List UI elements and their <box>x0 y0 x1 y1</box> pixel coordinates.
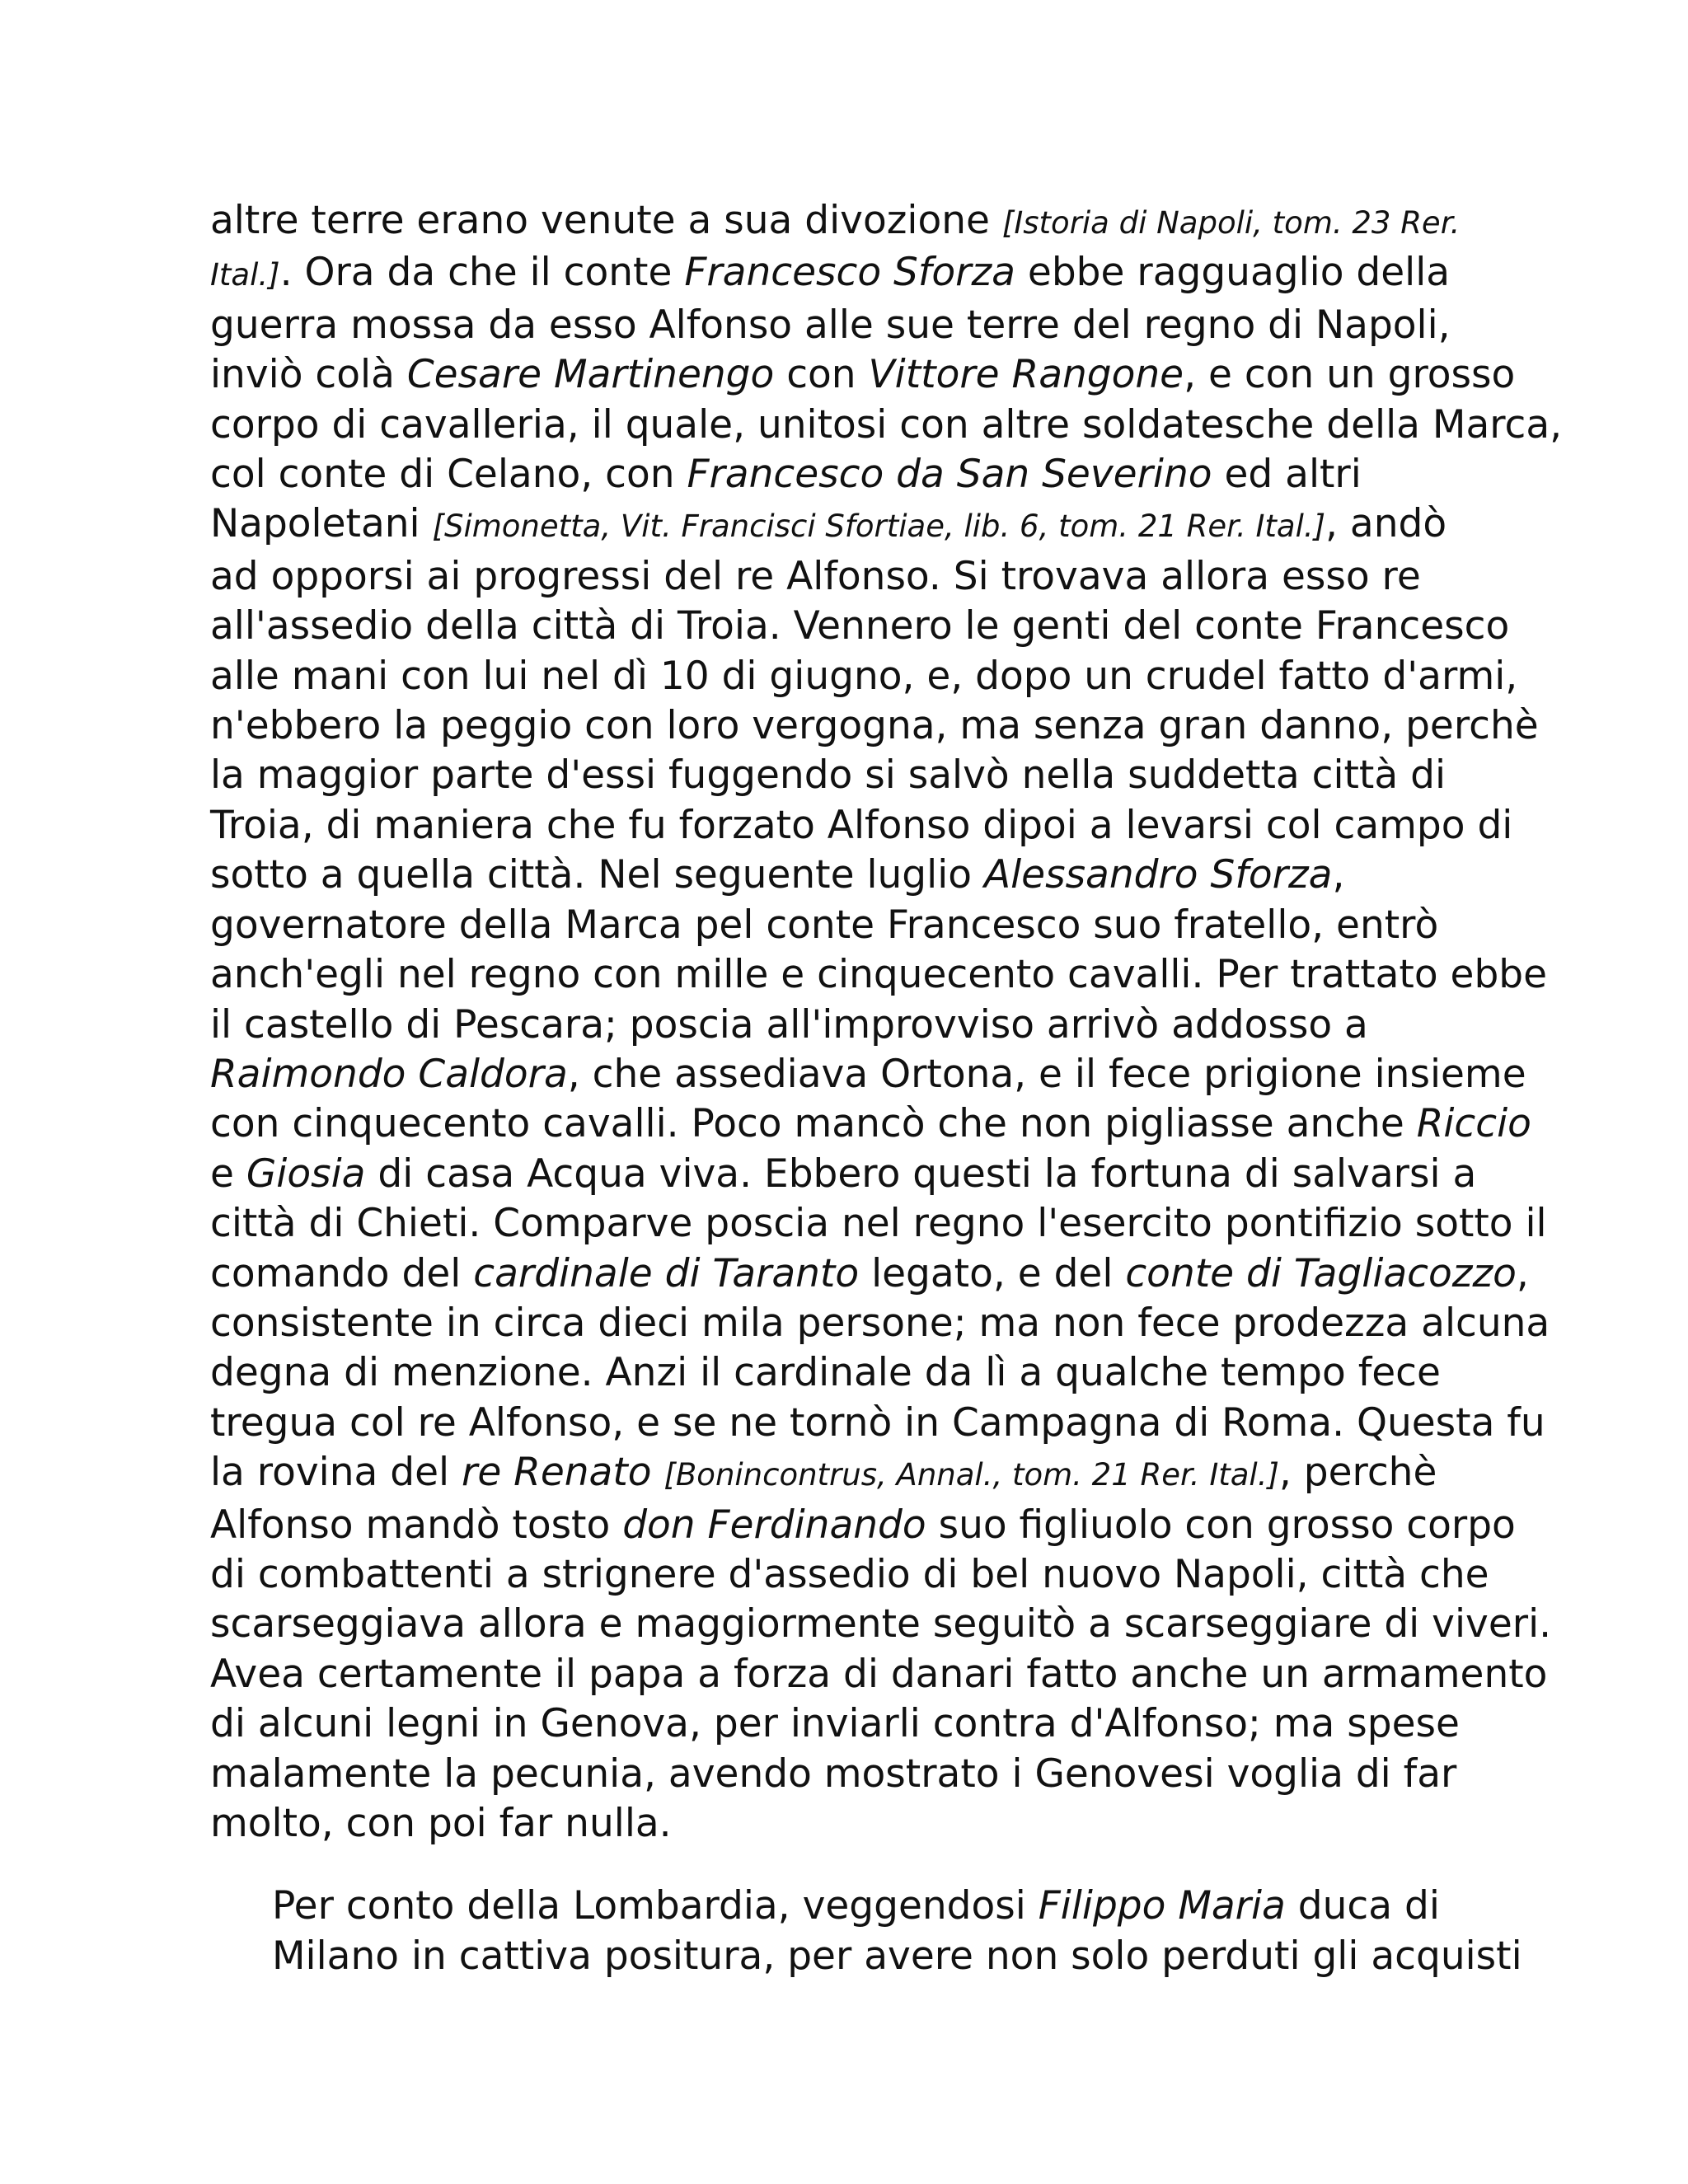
text-line <box>210 751 1496 800</box>
text-run: , <box>1516 1250 1529 1296</box>
text-run: alle mani con lui nel dì 10 di giugno, e, dopo un crudel fatto d'armi, <box>210 653 1518 699</box>
citation: [Simonetta, Vit. Francisci Sfortiae, lib. 6, tom. 21 Rer. Ital.] <box>432 509 1326 545</box>
text-line <box>210 1550 1496 1600</box>
text-run: comando del <box>210 1250 474 1296</box>
text-run: ebbe ragguaglio della <box>1015 250 1451 296</box>
text-run: il castello di Pescara; poscia all'improvviso arrivò addosso a <box>210 1001 1368 1047</box>
text-line <box>210 1799 1496 1849</box>
text-run: Alfonso mandò tosto <box>210 1502 623 1548</box>
text-run: Napoletani <box>210 501 433 547</box>
text-line <box>210 1299 1550 1348</box>
text-run: di combattenti a strignere d'assedio di bel nuovo Napoli, città che <box>210 1551 1489 1597</box>
text-line <box>210 301 1496 350</box>
text-line <box>210 1699 1496 1749</box>
text-run: inviò colà <box>210 352 407 398</box>
text-line <box>210 602 1510 651</box>
citation: Ital.] <box>210 257 280 293</box>
text-line <box>210 652 1518 701</box>
text-line <box>210 1932 1522 1981</box>
text-run: n'ebbero la peggio con loro vergogna, ma senza gran danno, perchè <box>210 703 1539 749</box>
text-line <box>210 1150 1496 1199</box>
text-run <box>652 1450 664 1495</box>
text-run: con <box>774 352 869 398</box>
text-line <box>210 1348 1496 1398</box>
text-run: e <box>210 1151 246 1197</box>
text-line <box>210 901 1496 950</box>
text-line <box>210 401 1563 450</box>
text-line <box>210 1249 1529 1299</box>
document-page <box>210 196 1563 1981</box>
text-run: suo figliuolo con grosso corpo <box>926 1502 1516 1548</box>
citation: [Istoria di Napoli, tom. 23 Rer. <box>1001 205 1461 241</box>
text-run: corpo di cavalleria, il quale, unitosi con altre soldatesche della Marca, <box>210 401 1563 448</box>
text-run: Troia, di maniera che fu forzato Alfonso dipoi a levarsi col campo di <box>210 802 1513 848</box>
text-line <box>210 1399 1545 1448</box>
text-line <box>210 1501 1516 1550</box>
italic-name: re Renato <box>462 1450 652 1496</box>
text-line <box>210 248 1496 300</box>
text-run: la rovina del <box>210 1450 462 1496</box>
italic-name: Giosia <box>246 1151 366 1197</box>
italic-name: Raimondo Caldora <box>210 1051 568 1097</box>
text-run: legato, e del <box>859 1250 1126 1296</box>
text-run: con cinquecento cavalli. Poco mancò che non pigliasse anche <box>210 1101 1417 1147</box>
text-run: , che assediava Ortona, e il fece prigione insieme <box>567 1051 1526 1097</box>
text-run: , <box>1332 852 1345 898</box>
text-run: degna di menzione. Anzi il cardinale da lì a qualche tempo fece <box>210 1350 1441 1396</box>
text-run: ad opporsi ai progressi del re Alfonso. Si trovava allora esso re <box>210 553 1421 599</box>
text-line <box>210 450 1496 499</box>
text-line <box>210 950 1548 1000</box>
citation: [Bonincontrus, Annal., tom. 21 Rer. Ital.] <box>663 1457 1279 1493</box>
text-run: di casa Acqua viva. Ebbero questi la fortuna di salvarsi a <box>365 1151 1477 1197</box>
italic-name: Riccio <box>1416 1101 1531 1147</box>
text-line <box>210 499 1496 551</box>
text-run: malamente la pecunia, avendo mostrato i Genovesi voglia di far <box>210 1750 1457 1797</box>
text-run: ed altri <box>1212 452 1362 498</box>
text-run: Avea certamente il papa a forza di danari fatto anche un armamento <box>210 1651 1548 1697</box>
text-run: sotto a quella città. Nel seguente luglio <box>210 852 984 898</box>
italic-name: conte di Tagliacozzo <box>1125 1250 1517 1296</box>
italic-name: Cesare Martinengo <box>406 352 775 398</box>
text-line <box>210 801 1513 851</box>
text-run: . Ora da che il conte <box>279 250 685 296</box>
text-run: duca di <box>1285 1883 1440 1929</box>
text-run: , perchè <box>1278 1450 1437 1496</box>
text-run: all'assedio della città di Troia. Vennero le genti del conte Francesco <box>210 603 1510 649</box>
text-line <box>210 851 1496 900</box>
text-run: molto, con poi far nulla. <box>210 1801 672 1846</box>
text-run: guerra mossa da esso Alfonso alle sue terre del regno di Napoli, <box>210 302 1451 348</box>
paragraph <box>210 196 1563 1849</box>
text-run: anch'egli nel regno con mille e cinquecento cavalli. Per trattato ebbe <box>210 952 1548 998</box>
text-run: altre terre erano venute a sua divozione <box>210 198 1002 243</box>
text-line <box>210 1001 1496 1050</box>
text-line <box>210 1448 1496 1500</box>
text-line <box>210 701 1539 751</box>
text-run: Milano in cattiva positura, per avere non solo perduti gli acquisti <box>272 1933 1522 1979</box>
text-line <box>210 1882 1496 1931</box>
text-line <box>210 1099 1531 1149</box>
italic-name: cardinale di Taranto <box>473 1250 860 1296</box>
text-run: Per conto della Lombardia, veggendosi <box>272 1883 1039 1929</box>
text-run: città di Chieti. Comparve poscia nel regno l'esercito pontifizio sotto il <box>210 1201 1547 1247</box>
text-line <box>210 196 1496 248</box>
italic-name: don Ferdinando <box>622 1502 926 1548</box>
text-run: consistente in circa dieci mila persone; ma non fece prodezza alcuna <box>210 1300 1550 1346</box>
italic-name: Vittore Rangone <box>868 352 1184 398</box>
paragraph <box>210 1882 1522 1981</box>
text-run: , e con un grosso <box>1184 352 1516 398</box>
text-line <box>210 1600 1552 1649</box>
text-line <box>210 1199 1547 1249</box>
text-line <box>210 1050 1526 1099</box>
text-run: la maggior parte d'essi fuggendo si salvò nella suddetta città di <box>210 752 1446 799</box>
text-line <box>210 552 1496 602</box>
italic-name: Francesco Sforza <box>684 250 1015 296</box>
text-run: governatore della Marca pel conte Francesco suo fratello, entrò <box>210 902 1439 948</box>
text-line <box>210 1650 1548 1699</box>
text-run: di alcuni legni in Genova, per inviarli contra d'Alfonso; ma spese <box>210 1701 1460 1747</box>
italic-name: Alessandro Sforza <box>983 852 1333 898</box>
text-line <box>210 1750 1496 1799</box>
text-run: tregua col re Alfonso, e se ne tornò in Campagna di Roma. Questa fu <box>210 1399 1545 1446</box>
text-run: col conte di Celano, con <box>210 452 687 498</box>
text-run: scarseggiava allora e maggiormente seguitò a scarseggiare di viveri. <box>210 1601 1552 1647</box>
italic-name: Francesco da San Severino <box>687 452 1212 498</box>
italic-name: Filippo Maria <box>1038 1883 1286 1929</box>
text-line <box>210 350 1516 400</box>
text-run: , andò <box>1325 501 1447 547</box>
